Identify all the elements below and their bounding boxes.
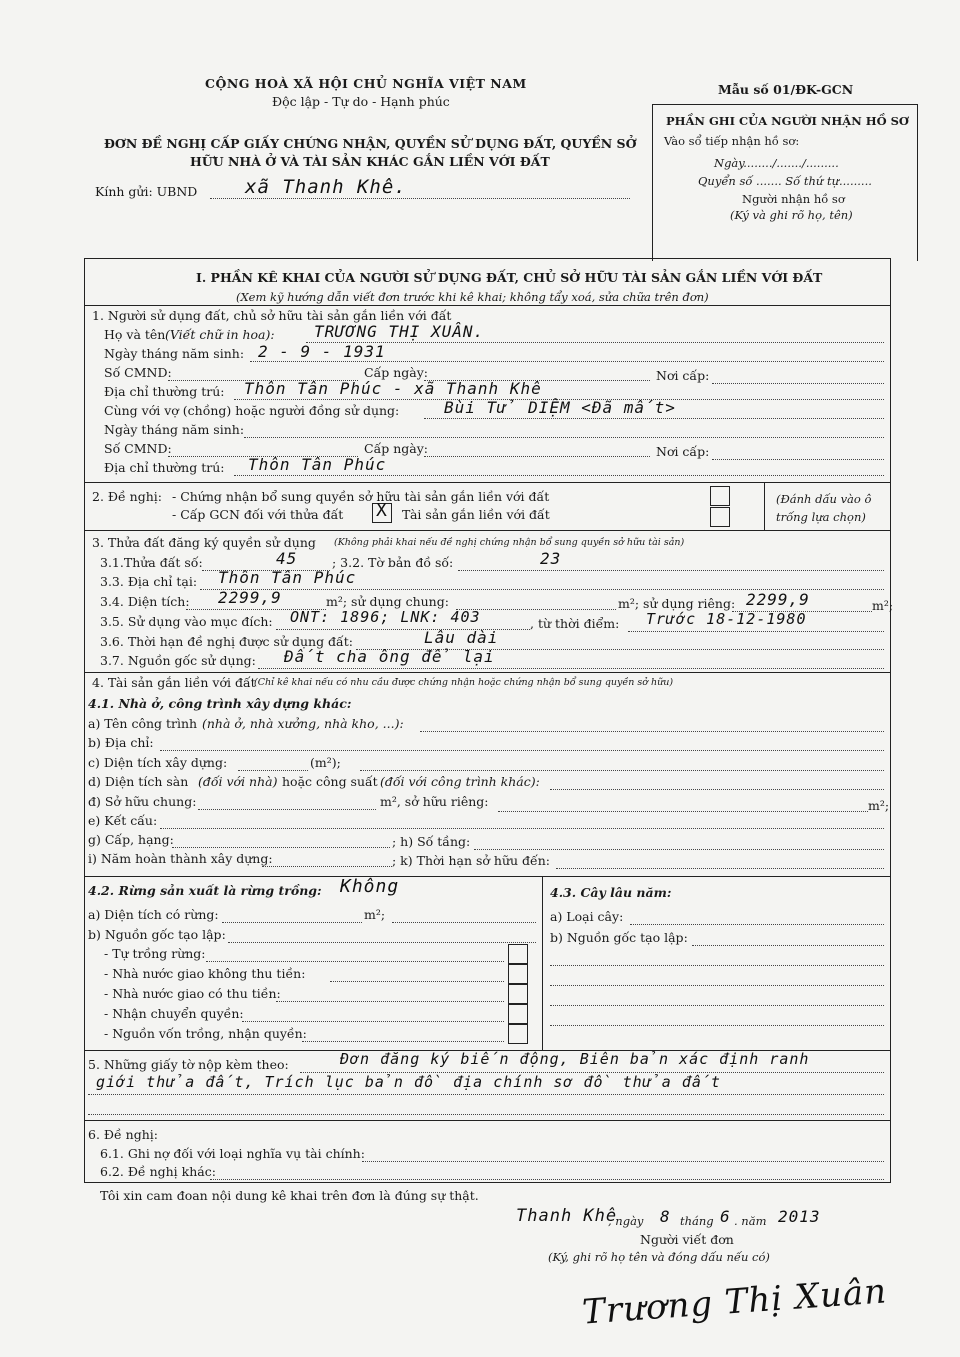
house-heading: 4.1. Nhà ở, công trình xây dựng khác: <box>88 696 352 711</box>
sec3-heading-note: (Không phải khai nếu đề nghị chứng nhận bổ sung quyền sở hữu tài sản) <box>334 537 685 548</box>
map-value[interactable]: 23 <box>540 549 562 568</box>
idcard2-label: Số CMND: <box>104 441 172 456</box>
sec5-value-1[interactable]: Đơn đăng ký biến động, Biên bản xác định ranh <box>340 1050 810 1068</box>
dob-line <box>250 361 884 362</box>
sec2-option2: - Cấp GCN đối với thửa đất <box>172 507 344 522</box>
tree-b-line4 <box>550 1005 884 1006</box>
forest-a-label: a) Diện tích có rừng: <box>88 907 219 922</box>
origin-label: 3.7. Nguồn gốc sử dụng: <box>100 653 256 668</box>
location-label: 3.3. Địa chỉ tại: <box>100 574 198 589</box>
addressee-label: Kính gửi: UBND <box>95 184 198 199</box>
parcel-value[interactable]: 45 <box>276 549 298 568</box>
tree-b-line <box>692 945 884 946</box>
house-a-hint: (nhà ở, nhà xưởng, nhà kho, ...): <box>202 716 404 731</box>
house-e-line <box>160 828 884 829</box>
name-value[interactable]: TRƯƠNG THỊ XUÂN. <box>314 322 485 341</box>
sec2-note-1: (Đánh dấu vào ô <box>776 492 872 506</box>
private-unit: m²; <box>872 598 894 613</box>
sign-day[interactable]: 8 <box>660 1207 671 1226</box>
forest-b5: - Nguồn vốn trồng, nhận quyền: <box>104 1026 307 1041</box>
address2-label: Địa chỉ thường trú: <box>104 460 225 475</box>
house-c-label: c) Diện tích xây dựng: <box>88 755 228 770</box>
house-b-line <box>160 750 884 751</box>
forest-b-line <box>228 942 536 943</box>
forest-b5-line <box>302 1041 504 1042</box>
sec1-divider <box>84 305 891 306</box>
issue-place2-label: Nơi cấp: <box>656 444 710 459</box>
forest-b5-checkbox[interactable] <box>508 1024 528 1044</box>
issue-place2-line <box>712 459 884 460</box>
sec2-option1: - Chứng nhận bổ sung quyền sở hữu tài sản gắn liền với đất <box>172 489 550 504</box>
forest-b4: - Nhận chuyển quyền: <box>104 1006 244 1021</box>
sec4-heading: 4. Tài sản gắn liền với đất <box>92 675 256 690</box>
sec5-value-2[interactable]: giới thửa đất, Trích lục bản đồ địa chính sơ đồ thửa đất <box>96 1073 721 1091</box>
house-e-label: e) Kết cấu: <box>88 813 158 828</box>
sign-year-label: . năm <box>734 1214 767 1228</box>
name-label: Họ và tên <box>104 327 166 342</box>
sign-date-prefix: , ngày <box>608 1214 644 1228</box>
forest-divider <box>84 876 891 877</box>
sec1-heading: 1. Người sử dụng đất, chủ sở hữu tài sản gắn liền với đất <box>92 308 452 323</box>
forest-b4-checkbox[interactable] <box>508 1004 528 1024</box>
tree-b-label: b) Nguồn gốc tạo lập: <box>550 930 688 945</box>
forest-b1: - Tự trồng rừng: <box>104 946 206 961</box>
spouse-line <box>424 418 884 419</box>
receiver-date: Ngày......../......./......... <box>714 156 839 170</box>
dob-value[interactable]: 2 - 9 - 1931 <box>258 342 386 361</box>
forest-b2-checkbox[interactable] <box>508 964 528 984</box>
house-a-line <box>420 731 884 732</box>
house-g-label: g) Cấp, hạng: <box>88 832 174 847</box>
forest-b2: - Nhà nước giao không thu tiền: <box>104 966 306 981</box>
issue-date2-label: Cấp ngày: <box>364 441 428 456</box>
house-c-unit: (m²); <box>310 755 341 770</box>
house-h-line <box>474 849 884 850</box>
area-unit: m²; sử dụng chung: <box>326 594 449 609</box>
location-value[interactable]: Thôn Tân Phúc <box>218 568 357 587</box>
sec6-l2: 6.2. Đề nghị khác: <box>100 1164 216 1179</box>
forest-b3-checkbox[interactable] <box>508 984 528 1004</box>
frame-left <box>84 258 85 1183</box>
receiver-sign-note: (Ký và ghi rõ họ, tên) <box>730 208 853 222</box>
address2-line <box>234 475 884 476</box>
sec5-heading: 5. Những giấy tờ nộp kèm theo: <box>88 1057 289 1072</box>
sec6-l1: 6.1. Ghi nợ đối với loại nghĩa vụ tài chính: <box>100 1146 365 1161</box>
sec2-divider <box>84 482 891 483</box>
house-g-line <box>172 847 390 848</box>
house-d-hint1: (đối với nhà) <box>198 774 278 789</box>
since-line <box>628 631 884 632</box>
forest-b3-line <box>276 1001 504 1002</box>
house-dd-unit: m², sở hữu riêng: <box>380 794 489 809</box>
name-line <box>306 342 884 343</box>
tree-b-line5 <box>550 1025 884 1026</box>
addressee-value[interactable]: xã Thanh Khê. <box>245 176 407 198</box>
sec2-checkbox-1[interactable] <box>710 486 730 506</box>
area-label: 3.4. Diện tích: <box>100 594 190 609</box>
sec6-l1-line <box>362 1161 884 1162</box>
pledge-text: Tôi xin cam đoan nội dung kê khai trên đơn là đúng sự thật. <box>100 1188 479 1203</box>
house-b-label: b) Địa chỉ: <box>88 735 154 750</box>
house-h-label: ; h) Số tầng: <box>392 834 471 849</box>
dob2-label: Ngày tháng năm sinh: <box>104 422 245 437</box>
sec2-option3: Tài sản gắn liền với đất <box>402 507 550 522</box>
sec2-checkbox-2[interactable] <box>710 507 730 527</box>
forest-b1-checkbox[interactable] <box>508 944 528 964</box>
forest-tree-divider <box>542 876 543 1050</box>
shared-unit: m²; sử dụng riêng: <box>618 596 736 611</box>
map-line <box>458 570 884 571</box>
tree-b-line3 <box>550 985 884 986</box>
writer-label: Người viết đơn <box>640 1232 734 1247</box>
since-label: , từ thời điểm: <box>530 616 620 631</box>
frame-top <box>84 258 891 259</box>
house-k-line <box>556 868 884 869</box>
dob-label: Ngày tháng năm sinh: <box>104 346 245 361</box>
receiver-title: PHẦN GHI CỦA NGƯỜI NHẬN HỒ SƠ <box>666 114 909 128</box>
sec6-divider <box>84 1120 891 1121</box>
country-name: CỘNG HOÀ XÃ HỘI CHỦ NGHĨA VIỆT NAM <box>205 76 527 91</box>
house-d-hint2: (đối với công trình khác): <box>380 774 540 789</box>
receiver-line1: Vào sổ tiếp nhận hồ sơ: <box>664 134 800 148</box>
house-dd-line2 <box>498 811 868 812</box>
forest-b3: - Nhà nước giao có thu tiền: <box>104 986 281 1001</box>
tree-heading: 4.3. Cây lâu năm: <box>550 885 672 900</box>
addressee-line <box>210 198 630 199</box>
private-value[interactable]: 2299,9 <box>746 590 810 609</box>
parcel-label: 3.1.Thửa đất số: <box>100 555 203 570</box>
forest-value[interactable]: Không <box>340 876 400 897</box>
origin-line <box>258 668 884 669</box>
house-dd-line1 <box>198 809 376 810</box>
issue-date-label: Cấp ngày: <box>364 365 428 380</box>
idcard-label: Số CMND: <box>104 365 172 380</box>
tree-a-label: a) Loại cây: <box>550 909 624 924</box>
sec3-divider <box>84 530 891 531</box>
sign-month[interactable]: 6 <box>720 1207 731 1226</box>
address-label: Địa chỉ thường trú: <box>104 384 225 399</box>
forest-b1-line <box>206 961 504 962</box>
house-i-line <box>262 866 392 867</box>
forest-a-unit: m²; <box>364 907 386 922</box>
area-value[interactable]: 2299,9 <box>218 588 282 607</box>
issue-date2-line <box>424 456 650 457</box>
house-d-line <box>550 789 884 790</box>
part1-title: I. PHẦN KÊ KHAI CỦA NGƯỜI SỬ DỤNG ĐẤT, CHỦ SỞ HỮU TÀI SẢN GẮN LIỀN VỚI ĐẤT <box>196 270 823 285</box>
sec6-l2-line <box>210 1179 884 1180</box>
form-code: Mẫu số 01/ĐK-GCN <box>718 82 854 97</box>
house-d-mid: hoặc công suất <box>282 774 378 789</box>
form-title-line2: HỮU NHÀ Ở VÀ TÀI SẢN KHÁC GẮN LIỀN VỚI ĐẤT <box>190 154 550 169</box>
dob2-line <box>244 437 884 438</box>
sec2-parcel-mark: X <box>376 500 388 521</box>
issue-place-line <box>712 383 884 384</box>
receiver-person: Người nhận hồ sơ <box>742 192 845 206</box>
forest-heading: 4.2. Rừng sản xuất là rừng trồng: <box>88 883 322 898</box>
house-c-rest <box>360 770 884 771</box>
term-label: 3.6. Thời hạn đề nghị được sử dụng đất: <box>100 634 353 649</box>
sec6-heading: 6. Đề nghị: <box>88 1127 158 1142</box>
frame-right <box>890 258 891 1183</box>
purpose-label: 3.5. Sử dụng vào mục đích: <box>100 614 273 629</box>
sign-month-label: tháng <box>680 1214 714 1228</box>
sec2-heading: 2. Đề nghị: <box>92 489 162 504</box>
address-value[interactable]: Thôn Tân Phúc - xã Thanh Khê <box>244 379 542 398</box>
spouse-label: Cùng với vợ (chồng) hoặc người đồng sử dụng: <box>104 403 400 418</box>
writer-note: (Ký, ghi rõ họ tên và đóng dấu nếu có) <box>548 1250 770 1264</box>
motto: Độc lập - Tự do - Hạnh phúc <box>272 94 450 109</box>
signature: Trương Thị Xuân <box>580 1271 889 1333</box>
house-d-label: d) Diện tích sàn <box>88 774 189 789</box>
sec3-heading: 3. Thửa đất đăng ký quyền sử dụng <box>92 535 316 550</box>
sec4-divider <box>84 672 891 673</box>
tree-a-line <box>630 924 884 925</box>
part1-subtitle: (Xem kỹ hướng dẫn viết đơn trước khi kê khai; không tẩy xoá, sửa chữa trên đơn) <box>236 290 709 304</box>
forest-b-label: b) Nguồn gốc tạo lập: <box>88 927 226 942</box>
sign-year[interactable]: 2013 <box>778 1207 821 1226</box>
house-dd-end: m²; <box>868 798 890 813</box>
since-value[interactable]: Trước 18-12-1980 <box>646 610 807 628</box>
sec4-heading-note: (Chỉ kê khai nếu có nhu cầu được chứng nhận hoặc chứng nhận bổ sung quyền sở hữu) <box>254 677 674 688</box>
address2-value[interactable]: Thôn Tân Phúc <box>248 455 387 474</box>
tree-b-line2 <box>550 965 884 966</box>
forest-a-rest <box>392 922 536 923</box>
issue-place-label: Nơi cấp: <box>656 368 710 383</box>
house-dd-label: đ) Sở hữu chung: <box>88 794 197 809</box>
origin-value[interactable]: Đất cha ông để lại <box>284 647 495 666</box>
purpose-value[interactable]: ONT: 1896; LNK: 403 <box>290 608 481 626</box>
sec5-line3 <box>88 1114 884 1115</box>
name-hint: (Viết chữ in hoa): <box>165 327 275 342</box>
frame-bottom <box>84 1182 891 1183</box>
term-value[interactable]: Lâu dài <box>424 628 499 647</box>
sign-place[interactable]: Thanh Khê <box>516 1206 618 1226</box>
house-i-label: i) Năm hoàn thành xây dựng: <box>88 851 273 866</box>
forest-b2-line <box>330 981 504 982</box>
receiver-book: Quyển số ....... Số thứ tự......... <box>698 174 872 188</box>
sec2-note-2: trống lựa chọn) <box>776 510 866 524</box>
house-k-label: ; k) Thời hạn sở hữu đến: <box>392 853 551 868</box>
house-a-label: a) Tên công trình <box>88 716 198 731</box>
spouse-value[interactable]: Bùi Tử DIỆM <Đã mất> <box>444 398 676 417</box>
forest-a-line <box>222 922 362 923</box>
sec5-line2 <box>88 1094 884 1095</box>
form-title-line1: ĐƠN ĐỀ NGHỊ CẤP GIẤY CHỨNG NHẬN, QUYỀN SỬ DỤNG ĐẤT, QUYỀN SỞ <box>104 136 637 151</box>
house-c-line <box>238 770 308 771</box>
sec2-note-divider <box>764 482 765 530</box>
map-label: ; 3.2. Tờ bản đồ số: <box>332 555 454 570</box>
forest-b4-line <box>242 1021 504 1022</box>
